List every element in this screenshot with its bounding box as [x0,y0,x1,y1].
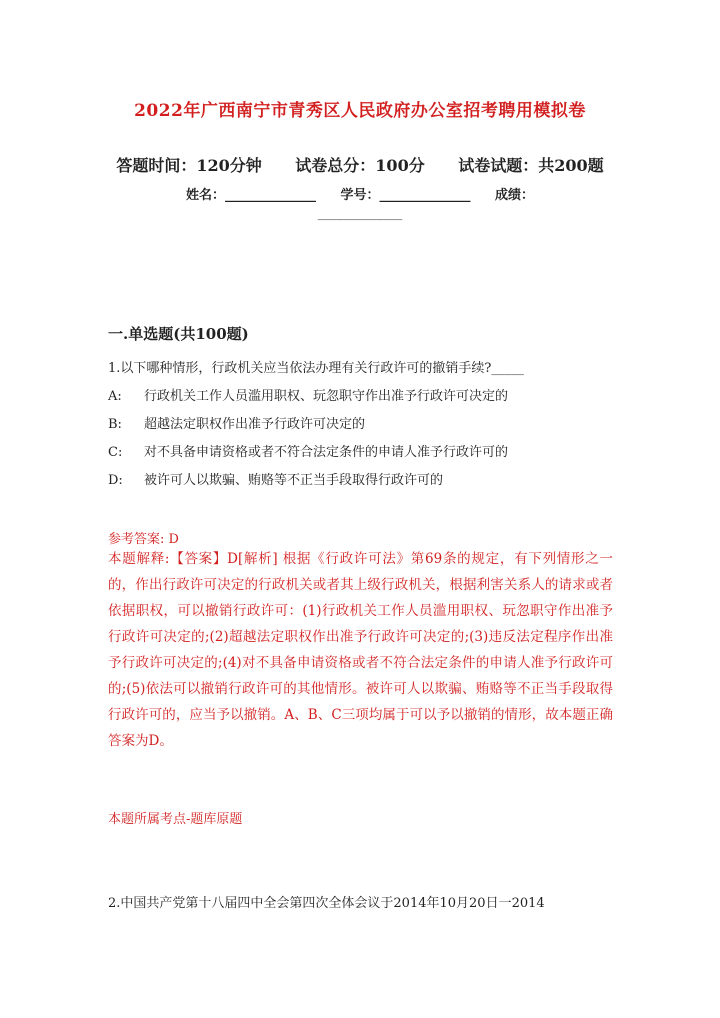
exam-time: 答题时间：120分钟 [116,156,262,175]
option-text: 对不具备申请资格或者不符合法定条件的申请人准予行政许可的 [144,445,509,460]
option-c [108,441,628,460]
option-text: 被许可人以欺骗、贿赂等不正当手段取得行政许可的 [144,473,444,488]
exam-meta [0,153,720,176]
grade-field: 成绩： [495,188,535,203]
option-b [108,413,628,432]
option-key: B: [108,417,122,432]
option-key: C: [108,445,123,460]
reference-answer: 参考答案: D [108,532,179,547]
exam-total-score: 试卷总分：100分 [295,156,425,175]
candidate-fields [0,184,720,203]
answer-explanation: 本题解释:【答案】D[解析] 根据《行政许可法》第69条的规定，有下列情形之一的，作出行政许可决定的行政机关或者其上级行政机关，根据利害关系人的请求或者依据职权，可以撤销行政许可：(1)行政机关工作人员滥用职权、玩忽职守作出准予行政许可决定的;(2)超越法定职权作出准予行政许可决定的;(3)违反法定程序作出准予行政许可决定的;(4)对不具备申请资格或者不符合法定条件的申请人准予行政许可的;(5)依法可以撤销行政许可的其他情形。被许可人以欺骗、贿赂等不正当手段取得行政许可的，应当予以撤销。A、B、C三项均属于可以予以撤销的情形，故本题正确答案为D。 [108,551,613,749]
exam-question-count: 试卷试题：共200题 [458,156,604,175]
question-2-stem: 2.中国共产党第十八届四中全会第四次全体会议于2014年10月20日一2014 [108,896,545,911]
exam-title: 2022年广西南宁市青秀区人民政府办公室招考聘用模拟卷 [134,101,586,121]
name-field: 姓名：______________ [185,188,316,203]
option-d [108,469,628,488]
question-1-stem: 1.以下哪种情形，行政机关应当依法办理有关行政许可的撤销手续?_____ [108,361,524,376]
option-key: A: [108,389,122,404]
option-key: D: [108,473,123,488]
section-title: 一.单选题(共100题) [108,325,249,343]
option-text: 超越法定职权作出准予行政许可决定的 [144,417,366,432]
grade-line: _____________ [317,206,403,221]
question-topic: 本题所属考点-题库原题 [108,812,243,827]
option-text: 行政机关工作人员滥用职权、玩忽职守作出准予行政许可决定的 [144,389,509,404]
option-a [108,385,628,404]
student-id-field: 学号：______________ [340,188,471,203]
